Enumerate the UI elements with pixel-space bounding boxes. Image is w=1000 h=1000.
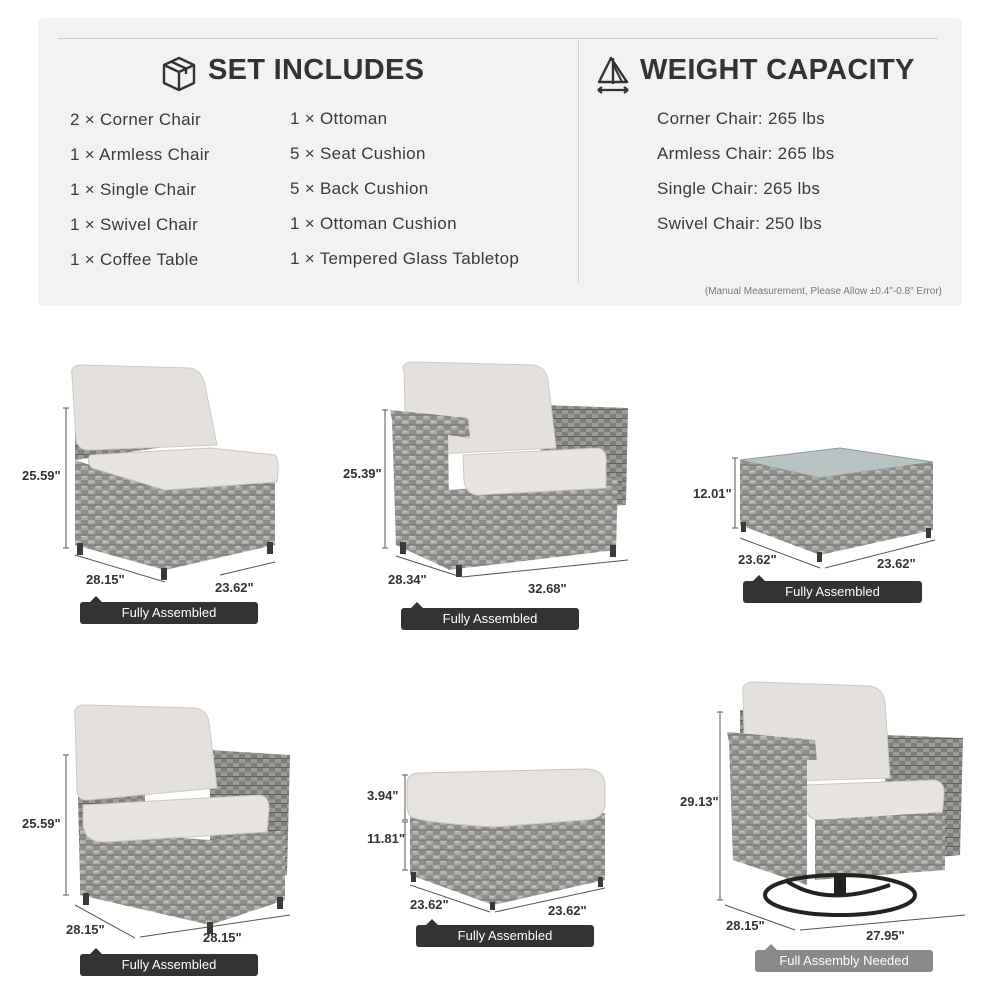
- badge-pointer: [90, 948, 102, 954]
- dimension-label: 12.01": [693, 486, 732, 501]
- dimension-label: 28.15": [726, 918, 765, 933]
- dimension-label: 23.62": [877, 556, 916, 571]
- assembly-badge: [755, 950, 933, 972]
- list-item: 1 × Armless Chair: [70, 145, 210, 164]
- dimension-label: 3.94": [367, 788, 399, 803]
- weight-capacity-title: WEIGHT CAPACITY: [640, 54, 915, 86]
- badge-pointer: [426, 919, 438, 925]
- dimension-label: 23.62": [410, 897, 449, 912]
- badge-pointer: [411, 602, 423, 608]
- ottoman-image: [405, 765, 610, 910]
- list-item: 2 × Corner Chair: [70, 110, 201, 129]
- dimension-label: 25.59": [22, 816, 61, 831]
- list-item: Swivel Chair: 250 lbs: [657, 214, 823, 233]
- swivel-chair-image: [725, 680, 970, 925]
- assembly-badge: [743, 581, 922, 603]
- badge-label: Fully Assembled: [457, 928, 553, 943]
- assembly-badge: [80, 954, 258, 976]
- dimension-label: 27.95": [866, 928, 905, 943]
- dimension-label: 29.13": [680, 794, 719, 809]
- corner-chair-image: [65, 700, 295, 940]
- badge-label: Fully Assembled: [442, 611, 538, 626]
- badge-label: Fully Assembled: [785, 584, 880, 599]
- list-item: 5 × Back Cushion: [290, 179, 429, 198]
- dimension-label: 28.15": [86, 572, 125, 587]
- list-item: Corner Chair: 265 lbs: [657, 109, 825, 128]
- badge-pointer: [765, 944, 777, 950]
- assembly-badge: [416, 925, 594, 947]
- dimension-label: 23.62": [215, 580, 254, 595]
- dimension-label: 28.34": [388, 572, 427, 587]
- assembly-badge: [401, 608, 579, 630]
- list-item: 5 × Seat Cushion: [290, 144, 426, 163]
- dimension-label: 25.39": [343, 466, 382, 481]
- badge-pointer: [753, 575, 765, 581]
- measurement-note: (Manual Measurement, Please Allow ±0.4"-0.8" Error): [704, 286, 942, 297]
- badge-label: Fully Assembled: [121, 957, 217, 972]
- list-item: Single Chair: 265 lbs: [657, 179, 821, 198]
- list-item: 1 × Tempered Glass Tabletop: [290, 249, 520, 268]
- badge-label: Fully Assembled: [121, 605, 217, 620]
- dimension-label: 23.62": [548, 903, 587, 918]
- list-item: 1 × Single Chair: [70, 180, 197, 199]
- dimension-label: 28.15": [203, 930, 242, 945]
- list-item: 1 × Coffee Table: [70, 250, 199, 269]
- dimension-label: 28.15": [66, 922, 105, 937]
- dimension-label: 11.81": [367, 831, 405, 846]
- list-item: 1 × Ottoman Cushion: [290, 214, 457, 233]
- dimension-label: 32.68": [528, 581, 567, 596]
- single-chair-image: [388, 360, 633, 580]
- list-item: 1 × Ottoman: [290, 109, 388, 128]
- list-item: 1 × Swivel Chair: [70, 215, 199, 234]
- coffee-table-image: [735, 440, 935, 565]
- dimension-label: 25.59": [22, 468, 61, 483]
- assembly-badge: [80, 602, 258, 624]
- set-includes-title: SET INCLUDES: [208, 54, 425, 86]
- dimension-label: 23.62": [738, 552, 777, 567]
- badge-label: Full Assembly Needed: [779, 953, 909, 968]
- badge-pointer: [90, 596, 102, 602]
- list-item: Armless Chair: 265 lbs: [657, 144, 835, 163]
